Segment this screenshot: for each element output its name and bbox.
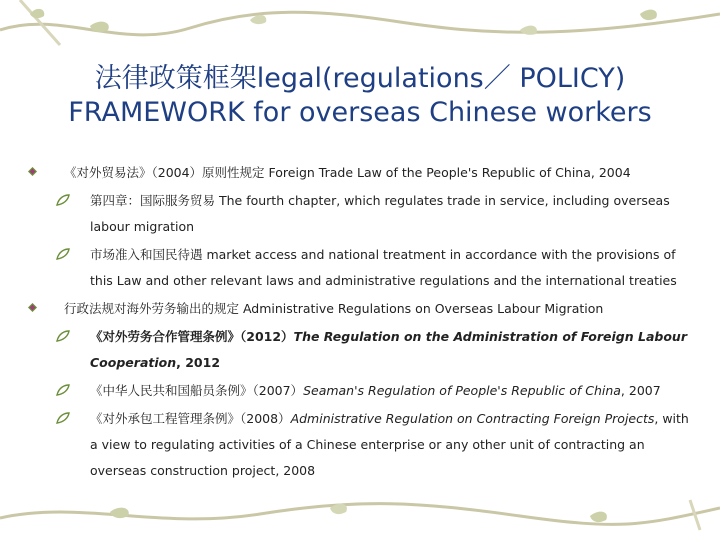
list-item [28, 188, 698, 240]
diamond-bullet-icon [28, 303, 37, 312]
item-text: 行政法规对海外劳务输出的规定 Administrative Regulations on Overseas Labour Migration [64, 301, 604, 316]
item-prefix: 《中华人民共和国船员条例》（2007） [90, 383, 304, 398]
leaf-bullet-icon [56, 248, 70, 260]
item-emphasis: Administrative Regulation on Contracting Foreign Projects [290, 411, 655, 426]
item-text: 第四章：国际服务贸易 The fourth chapter, which regulates trade in service, including overseas labour migration [90, 193, 670, 234]
list-item [28, 160, 698, 186]
item-suffix: , 2007 [620, 383, 661, 398]
item-suffix: , with a view to regulating activities of a Chinese enterprise or any other unit of contracting an overseas construction project, 2008 [90, 411, 689, 478]
diamond-bullet-icon [28, 167, 37, 176]
leaf-bullet-icon [56, 330, 70, 342]
list-item [28, 242, 698, 294]
item-text: 《对外贸易法》（2004）原则性规定 Foreign Trade Law of the People's Republic of China, 2004 [64, 165, 631, 180]
leaf-bullet-icon [56, 194, 70, 206]
list-item [28, 296, 698, 322]
list-item [28, 378, 698, 404]
top-vine-decoration [0, 0, 720, 60]
slide-title [0, 62, 720, 130]
bottom-vine-decoration [0, 490, 720, 540]
bullet-list [28, 160, 698, 486]
item-prefix: 《对外劳务合作管理条例》（2012） [90, 329, 294, 344]
item-suffix: , 2012 [176, 355, 221, 370]
list-item [28, 406, 698, 484]
item-emphasis: Seaman's Regulation of People's Republic of China [303, 383, 621, 398]
leaf-bullet-icon [56, 384, 70, 396]
item-emphasis: The Regulation on the Administration of Foreign Labour Cooperation [90, 329, 687, 370]
item-prefix: 《对外承包工程管理条例》（2008） [90, 411, 291, 426]
title-line-2: FRAMEWORK for overseas Chinese workers [68, 97, 652, 128]
item-text: 市场准入和国民待遇 market access and national treatment in accordance with the provisions of this Law and other relevant laws and administrative regulations and the international treaties [90, 247, 677, 288]
title-line-1: 法律政策框架legal(regulations／ POLICY) [94, 63, 626, 94]
list-item [28, 324, 698, 376]
leaf-bullet-icon [56, 412, 70, 424]
